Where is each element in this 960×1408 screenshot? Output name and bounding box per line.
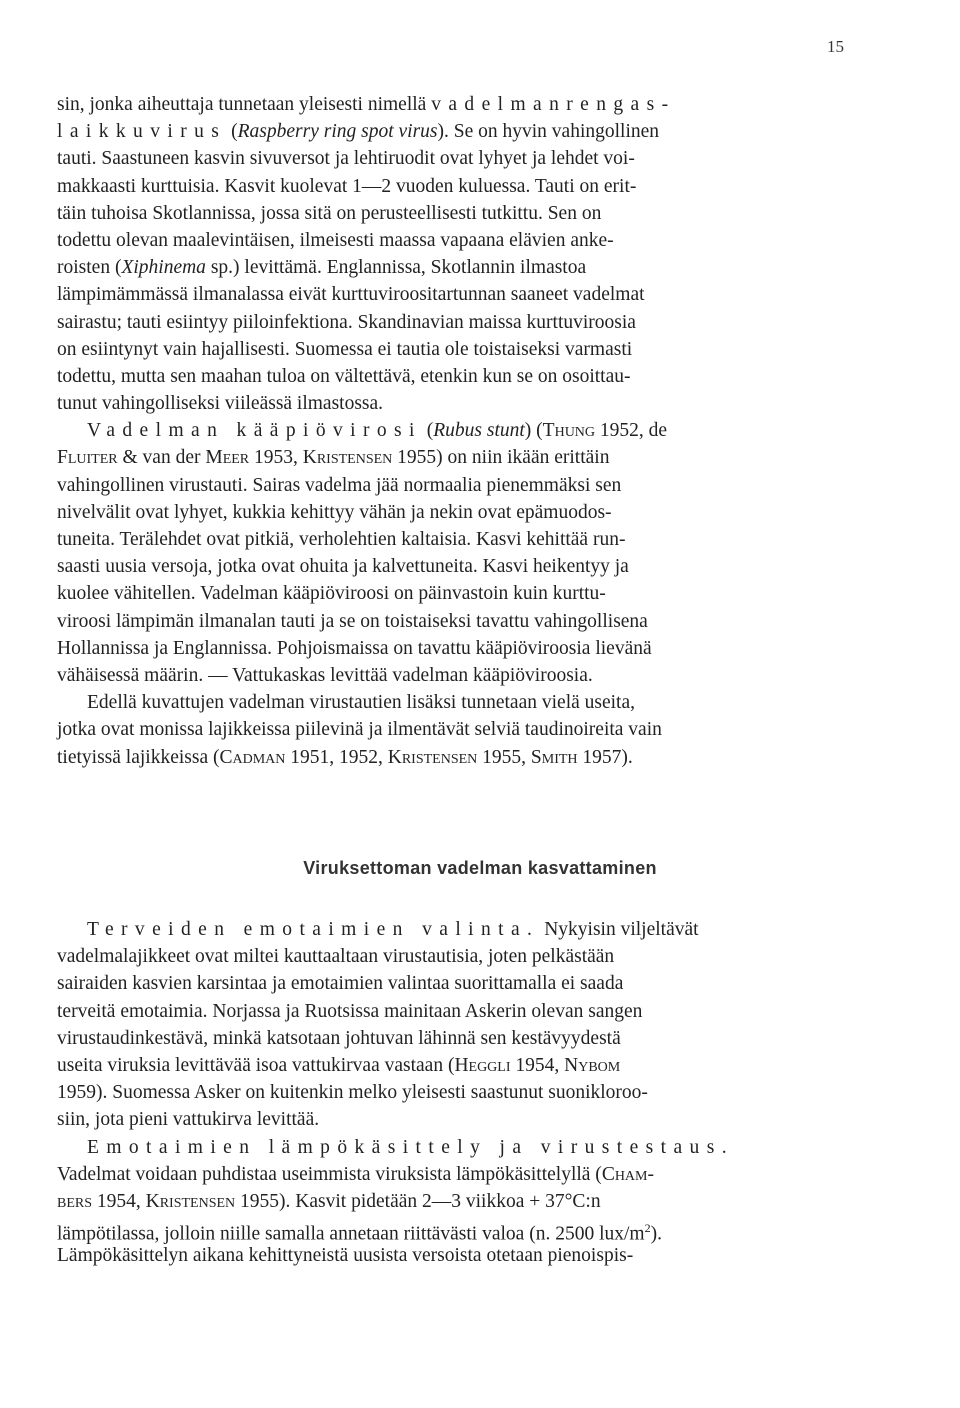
text-line: makkaasti kurttuisia. Kasvit kuolevat 1—2 vuoden kuluessa. Tauti on erit- xyxy=(57,175,637,197)
body-text-lower xyxy=(57,916,843,1269)
author-name: Heggli xyxy=(454,1054,511,1076)
spaced-term: Terveiden emotaimien valinta. xyxy=(87,919,540,940)
author-name: Smith xyxy=(530,746,578,768)
text-line: sairastu; tauti esiintyy piiloinfektiona. Skandinavian maissa kurttuviroosia xyxy=(57,311,636,333)
text-line: Fluiter & van der Meer 1953, Kristensen 1955) on niin ikään erittäin xyxy=(57,447,610,469)
text-line: laikkuvirus (Raspberry ring spot virus). Se on hyvin vahingollinen xyxy=(57,121,660,143)
text-line: vahingollinen virustauti. Sairas vadelma jää normaalia pienemmäksi sen xyxy=(57,474,622,496)
text-line: on esiintynyt vain hajallisesti. Suomessa ei tautia ole toistaiseksi varmasti xyxy=(57,338,633,360)
text-line xyxy=(57,1134,843,1161)
author-name: Meer xyxy=(205,447,250,469)
author-name: Cadman xyxy=(219,746,286,768)
text-line: siin, jota pieni vattukirva levittää. xyxy=(57,1109,320,1131)
text-line: sin, jonka aiheuttaja tunnetaan yleisesti nimellä vadelmanrengas- xyxy=(57,94,676,115)
text-line: bers 1954, Kristensen 1955). Kasvit pidetään 2—3 viikkoa + 37°C:n xyxy=(57,1190,601,1212)
page-number: 15 xyxy=(827,37,844,56)
author-name: Kristensen xyxy=(302,447,393,469)
superscript: 2 xyxy=(644,1221,651,1236)
author-name: Nybom xyxy=(564,1054,621,1076)
text-line: useita viruksia levittävää isoa vattukirvaa vastaan (Heggli 1954, Nybom xyxy=(57,1054,621,1076)
text-line: terveitä emotaimia. Norjassa ja Ruotsissa mainitaan Askerin olevan sangen xyxy=(57,1000,643,1022)
text-line: 1959). Suomessa Asker on kuitenkin melko yleisesti saastunut suonikloroo- xyxy=(57,1082,648,1104)
spaced-term: vadelmanrengas- xyxy=(431,94,676,115)
text-line: tauti. Saastuneen kasvin sivuversot ja lehtiruodit ovat lyhyet ja lehdet voi- xyxy=(57,148,635,170)
latin-name: Rubus stunt xyxy=(433,420,525,442)
author-name: Cham- xyxy=(601,1163,654,1185)
text-line: lämpötilassa, jolloin niille samalla annetaan riittävästi valoa (n. 2500 lux/$m^2$). xyxy=(57,1221,662,1245)
text-line: vadelmalajikkeet ovat miltei kauttaaltaan virustautisia, joten pelkästään xyxy=(57,946,615,968)
body-text-upper xyxy=(57,91,843,771)
text-line: lämpimämmässä ilmanalassa eivät kurttuviroositartunnan saaneet vadelmat xyxy=(57,284,645,306)
text-line: Vadelman kääpiövirosi (Rubus stunt) (Thung 1952, de xyxy=(87,420,668,442)
text-line: todettu, mutta sen maahan tuloa on vältettävä, etenkin kun se on osoittau- xyxy=(57,365,631,387)
text-line: sairaiden kasvien karsintaa ja emotaimien valintaa suorittamalla ei saada xyxy=(57,973,624,995)
latin-name: Xiphinema xyxy=(121,257,206,279)
text-line: Edellä kuvattujen vadelman virustautien lisäksi tunnetaan vielä useita, xyxy=(87,692,635,714)
text-line: vähäisessä määrin. — Vattukaskas levittää vadelman kääpiöviroosia. xyxy=(57,664,593,686)
text-line: Lämpökäsittelyn aikana kehittyneistä uusista versoista otetaan pienoispis- xyxy=(57,1245,634,1267)
text-line: jotka ovat monissa lajikkeissa piilevinä ja ilmentävät selviä taudinoireita vain xyxy=(57,719,662,741)
text-line: tuneita. Terälehdet ovat pitkiä, verholehtien kaltaisia. Kasvi kehittää run- xyxy=(57,529,626,550)
author-name: Fluiter xyxy=(57,447,118,469)
spaced-term: Emotaimien lämpökäsittely ja virustestaus. xyxy=(87,1136,734,1158)
text-line: tunut vahingolliseksi viileässä ilmastossa. xyxy=(57,393,384,415)
text-line: täin tuhoisa Skotlannissa, jossa sitä on perusteellisesti tutkittu. Sen on xyxy=(57,202,602,224)
author-name: Thung xyxy=(542,420,596,442)
section-heading: Viruksettoman vadelman kasvattaminen xyxy=(303,858,657,878)
text-line: viroosi lämpimän ilmanalan tauti ja se on toistaiseksi tavattu vahingollisena xyxy=(57,610,648,632)
text-line: Hollannissa ja Englannissa. Pohjoismaissa on tavattu kääpiöviroosia lievänä xyxy=(57,637,652,659)
text-line: saasti uusia versoja, jotka ovat ohuita ja kalvettuneita. Kasvi heikentyy ja xyxy=(57,556,629,578)
latin-name: Raspberry ring spot virus xyxy=(237,121,438,143)
spaced-term: Vadelman kääpiövirosi xyxy=(87,420,422,442)
text-line: todettu olevan maalevintäisen, ilmeisesti maassa vapaana elävien anke- xyxy=(57,229,614,251)
text-line: Vadelmat voidaan puhdistaa useimmista viruksista lämpökäsittelyllä (Cham- xyxy=(57,1163,654,1185)
text-line: kuolee vähitellen. Vadelman kääpiöviroosi on päinvastoin kuin kurttu- xyxy=(57,583,606,605)
author-name: bers xyxy=(57,1190,93,1212)
author-name: Kristensen xyxy=(387,746,478,768)
text-line: virustaudinkestävä, minkä katsotaan johtuvan lähinnä sen kestävyydestä xyxy=(57,1027,621,1049)
text-line: roisten (Xiphinema sp.) levittämä. Englannissa, Skotlannin ilmastoa xyxy=(57,257,587,279)
text-line: tietyissä lajikkeissa (Cadman 1951, 1952, Kristensen 1955, Smith 1957). xyxy=(57,746,633,768)
text-line: Terveiden emotaimien valinta. Nykyisin viljeltävät xyxy=(87,919,699,940)
text-line: nivelvälit ovat lyhyet, kukkia kehittyy vähän ja nekin ovat epämuodos- xyxy=(57,501,612,523)
author-name: Kristensen xyxy=(145,1190,236,1212)
